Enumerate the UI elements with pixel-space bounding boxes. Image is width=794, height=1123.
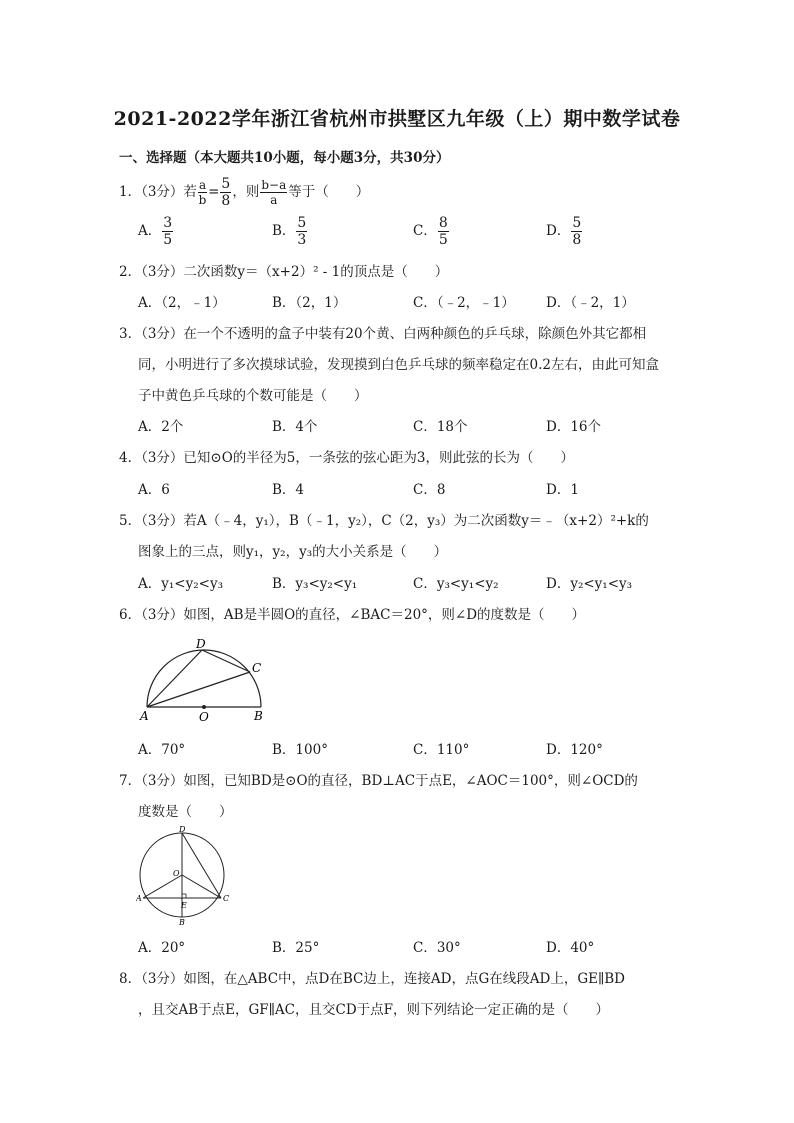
page-title: 2021-2022学年浙江省杭州市拱墅区九年级（上）期中数学试卷	[113, 108, 681, 130]
q1-prefix: 1．（3分）若	[119, 184, 197, 200]
q6-option-d: D．120°	[546, 742, 603, 758]
q6-option-a: A．70°	[138, 742, 186, 758]
q7-chord-dc	[182, 833, 221, 898]
q7-option-b: B．25°	[272, 940, 320, 956]
q2-option-b: B．（2，1）	[272, 295, 347, 311]
q4-option-a: A．6	[138, 482, 170, 498]
q7-label-c: C	[223, 894, 230, 903]
q1-option-d: D． $\frac{5}{8}$	[546, 215, 582, 248]
question-8-line-2: ，且交AB于点E，GF∥AC，且交CD于点F，则下列结论一定正确的是（ ）	[138, 1002, 610, 1018]
q3-option-b: B．4个	[272, 419, 318, 435]
q1-option-c: C． $\frac{8}{5}$	[413, 215, 448, 248]
q4-option-d: D．1	[546, 482, 579, 498]
q5-option-d: D．y₂<y₁<y₃	[546, 576, 633, 592]
q7-option-a: A．20°	[138, 940, 186, 956]
q5-option-c: C．y₃<y₁<y₂	[413, 576, 499, 592]
q4-option-b: B．4	[272, 482, 305, 498]
q7-option-c: C．30°	[413, 940, 461, 956]
q7-label-d: D	[179, 825, 186, 834]
q1-option-a: A． $\frac{3}{5}$	[138, 215, 173, 248]
question-3-line-1: 3．（3分）在一个不透明的盒子中装有20个黄、白两种颜色的乒乓球，除颜色外其它都相	[119, 326, 647, 342]
q7-circle-figure	[136, 824, 231, 928]
q6-semicircle-figure	[138, 632, 273, 724]
q6-option-c: C．110°	[413, 742, 470, 758]
q1-mid: ，则	[232, 184, 260, 200]
q3-option-c: C．18个	[413, 419, 468, 435]
q7-radius-oa	[143, 875, 182, 898]
section-heading: 一、选择题（本大题共10小题，每小题3分，共30分）	[119, 150, 450, 166]
q7-option-d: D．40°	[546, 940, 595, 956]
q6-label-d: D	[196, 637, 206, 651]
q1-fraction-a-b: $\frac{a}{b}$	[198, 178, 207, 207]
q5-option-a: A．y₁<y₂<y₃	[138, 576, 223, 592]
q3-option-a: A．2个	[138, 419, 184, 435]
question-6: 6．（3分）如图，AB是半圆O的直径，∠BAC＝20°，则∠D的度数是（ ）	[119, 607, 586, 623]
q7-right-angle-mark	[182, 894, 186, 898]
q6-arc	[147, 650, 261, 707]
q3-option-d: D．16个	[546, 419, 602, 435]
q1-fraction-5-8: $\frac{5}{8}$	[221, 176, 231, 209]
q5-option-b: B．y₃<y₂<y₁	[272, 576, 358, 592]
q1-fraction-target: $\frac{b-a}{a}$	[261, 178, 287, 207]
q7-label-a: A	[136, 894, 142, 903]
q6-label-a: A	[140, 709, 149, 723]
question-4: 4．（3分）已知⊙O的半径为5，一条弦的弦心距为3，则此弦的长为（ ）	[119, 450, 574, 466]
q6-chord-dc	[202, 650, 250, 672]
q7-label-b: B	[179, 918, 185, 927]
q6-label-c: C	[252, 661, 262, 675]
q7-label-o: O	[173, 869, 180, 878]
question-8-line-1: 8．（3分）如图，在△ABC中，点D在BC边上，连接AD，点G在线段AD上，GE∥BD	[119, 971, 625, 987]
q1-equals: =	[208, 184, 220, 200]
q6-label-o: O	[199, 710, 209, 724]
q6-option-b: B．100°	[272, 742, 328, 758]
question-1	[119, 177, 369, 208]
question-5-line-1: 5．（3分）若A（﹣4，y₁），B（﹣1，y₂），C（2，y₃）为二次函数y＝﹣（x+2）²+k的	[119, 513, 649, 529]
question-7-line-2: 度数是（ ）	[138, 804, 233, 820]
q6-center-point	[202, 705, 206, 709]
q2-option-a: A．（2，﹣1）	[138, 295, 226, 311]
question-3-line-2: 同，小明进行了多次摸球试验，发现摸到白色乒乓球的频率稳定在0.2左右，由此可知盒	[138, 357, 659, 373]
q6-label-b: B	[254, 709, 263, 723]
q7-radius-oc	[182, 875, 221, 898]
q1-suffix: 等于（ ）	[288, 184, 370, 200]
question-5-line-2: 图象上的三点，则y₁，y₂，y₃的大小关系是（ ）	[138, 544, 448, 560]
q2-option-c: C．（﹣2，﹣1）	[413, 295, 515, 311]
question-7-line-1: 7．（3分）如图，已知BD是⊙O的直径，BD⊥AC于点E，∠AOC＝100°，则∠OCD的	[119, 773, 638, 789]
q7-label-e: E	[181, 901, 187, 910]
q6-chord-ac	[147, 672, 250, 707]
q2-option-d: D．（﹣2，1）	[546, 295, 635, 311]
question-3-line-3: 子中黄色乒乓球的个数可能是（ ）	[138, 388, 368, 404]
question-2: 2．（3分）二次函数y＝（x+2）² - 1的顶点是（ ）	[119, 264, 449, 280]
q4-option-c: C．8	[413, 482, 446, 498]
q1-option-b: B． $\frac{5}{3}$	[272, 215, 307, 248]
